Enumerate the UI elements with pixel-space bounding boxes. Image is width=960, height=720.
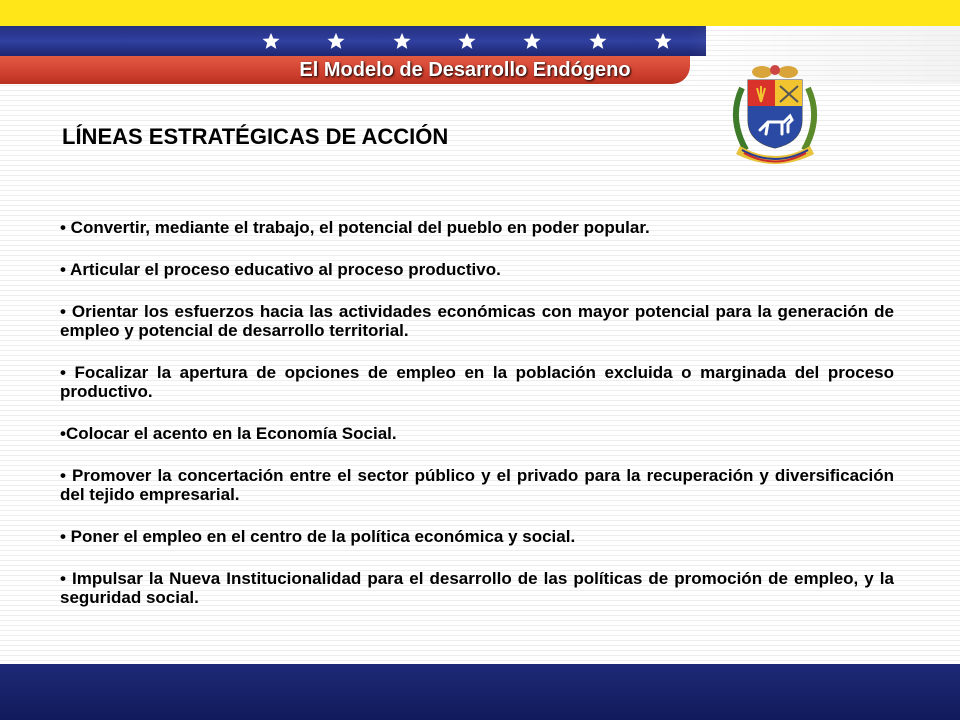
header-yellow-band — [0, 0, 960, 26]
list-item: • Focalizar la apertura de opciones de empleo en la población excluida o marginada del proceso productivo. — [60, 363, 894, 401]
star-icon — [327, 32, 345, 50]
list-item: •Colocar el acento en la Economía Social. — [60, 424, 397, 443]
star-icon — [458, 32, 476, 50]
list-item: • Articular el proceso educativo al proceso productivo. — [60, 260, 501, 279]
list-item: • Promover la concertación entre el sector público y el privado para la recuperación y diversificación del tejido empresarial. — [60, 466, 894, 504]
list-item: • Orientar los esfuerzos hacia las actividades económicas con mayor potencial para la generación de empleo y potencial de desarrollo territorial. — [60, 302, 894, 340]
star-icon — [393, 32, 411, 50]
star-icon — [654, 32, 672, 50]
star-row — [262, 28, 672, 54]
footer-blue-band — [0, 664, 960, 720]
star-icon — [589, 32, 607, 50]
header-title: El Modelo de Desarrollo Endógeno — [299, 59, 631, 81]
page-title: LÍNEAS ESTRATÉGICAS DE ACCIÓN — [62, 124, 449, 149]
star-icon — [523, 32, 541, 50]
list-item: • Poner el empleo en el centro de la política económica y social. — [60, 527, 576, 546]
list-item: • Impulsar la Nueva Institucionalidad para el desarrollo de las políticas de promoción de empleo, y la seguridad social. — [60, 569, 894, 607]
coat-of-arms-icon — [722, 58, 828, 170]
list-item: • Convertir, mediante el trabajo, el potencial del pueblo en poder popular. — [60, 218, 650, 237]
strategic-lines-list — [60, 218, 894, 607]
star-icon — [262, 32, 280, 50]
